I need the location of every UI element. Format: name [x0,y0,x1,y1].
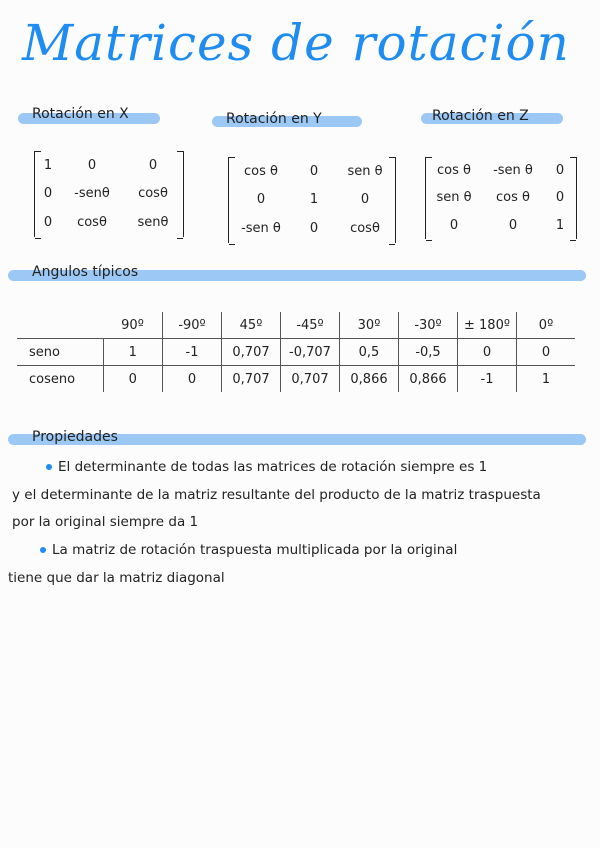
table-cell: 0 [103,366,163,393]
table-cell: 0,5 [340,339,399,366]
property-text: La matriz de rotación traspuesta multiplicada por la original [52,542,458,558]
matrix-cell: -senθ [74,186,110,202]
matrix-cell: -sen θ [241,221,281,237]
matrix-cell: cos θ [496,190,530,206]
table-row [17,366,575,393]
matrix-cell: 1 [43,157,53,173]
table-cell: 0 [163,366,222,393]
matrix-cell: 0 [43,215,53,231]
matrix-cell: cosθ [350,221,380,237]
table-header-cell: ± 180º [458,312,517,339]
table-header-cell: -45º [281,312,340,339]
property-1-line-2: y el determinante de la matriz resultante del producto de la matriz traspuesta [12,487,541,503]
angulos-heading: Angulos típicos [32,264,139,280]
table-cell: 0,866 [340,366,399,393]
table-cell: -0,5 [399,339,458,366]
bullet-dot-icon [40,547,46,553]
property-2-line-2: tiene que dar la matriz diagonal [8,570,225,586]
matrix-cell: senθ [137,215,169,231]
table-header-cell: -30º [399,312,458,339]
matrix-cell: 0 [256,192,266,208]
matrix-cell: 0 [87,157,97,173]
matrix-rot-x [34,151,184,237]
table-header-cell: 45º [222,312,281,339]
matrix-rot-y [228,157,396,243]
property-1-line-3: por la original siempre da 1 [12,514,199,530]
table-cell: 1 [541,371,551,387]
table-cell: -1 [163,339,222,366]
matrix-cell: 0 [508,217,518,233]
table-cell: 0 [458,339,517,366]
angles-table [17,312,575,392]
table-cell: 0,707 [222,339,281,366]
matrix-cell: 0 [555,190,565,206]
table-cell: 0 [517,339,576,366]
property-1-line-1 [46,459,487,475]
matrix-cell: 1 [309,192,319,208]
table-cell: 1 [103,339,163,366]
matrix-cell: 0 [309,163,319,179]
table-cell: 0,707 [281,366,340,393]
table-row [17,339,575,366]
matrix-cell: cos θ [244,163,278,179]
matrix-rot-z [425,157,577,239]
matrix-cell: 0 [555,163,565,179]
matrix-cell: 0 [43,186,53,202]
matrix-cell: 0 [360,192,370,208]
table-header-cell: 30º [340,312,399,339]
propiedades-heading: Propiedades [32,429,118,445]
property-2-line-1 [40,542,457,558]
matrix-cell: cosθ [77,215,107,231]
matrix-cell: sen θ [436,190,472,206]
matrix-cell: cos θ [437,163,471,179]
matrix-cell: 0 [148,157,158,173]
matrix-cell: cosθ [138,186,168,202]
table-cell: -0,707 [281,339,340,366]
matrix-cell: 0 [309,221,319,237]
table-cell: 0,707 [222,366,281,393]
row-label: coseno [17,366,103,393]
table-cell: -1 [458,366,517,393]
table-header-cell: -90º [163,312,222,339]
matrix-cell: 0 [449,217,459,233]
matrix-cell: sen θ [347,163,383,179]
property-text: El determinante de todas las matrices de rotación siempre es 1 [58,459,488,475]
table-header-row [17,312,575,339]
page-title: Matrices de rotación [22,14,570,72]
bullet-dot-icon [46,464,52,470]
rotz-heading: Rotación en Z [432,108,529,124]
row-label: seno [17,339,103,366]
matrix-cell: -sen θ [493,163,533,179]
roty-heading: Rotación en Y [226,111,322,127]
table-cell: 0,866 [399,366,458,393]
rotx-heading: Rotación en X [32,106,129,122]
table-corner [17,312,103,339]
table-header-cell: 0º [517,312,576,339]
table-header-cell: 90º [103,312,163,339]
matrix-cell: 1 [555,217,565,233]
